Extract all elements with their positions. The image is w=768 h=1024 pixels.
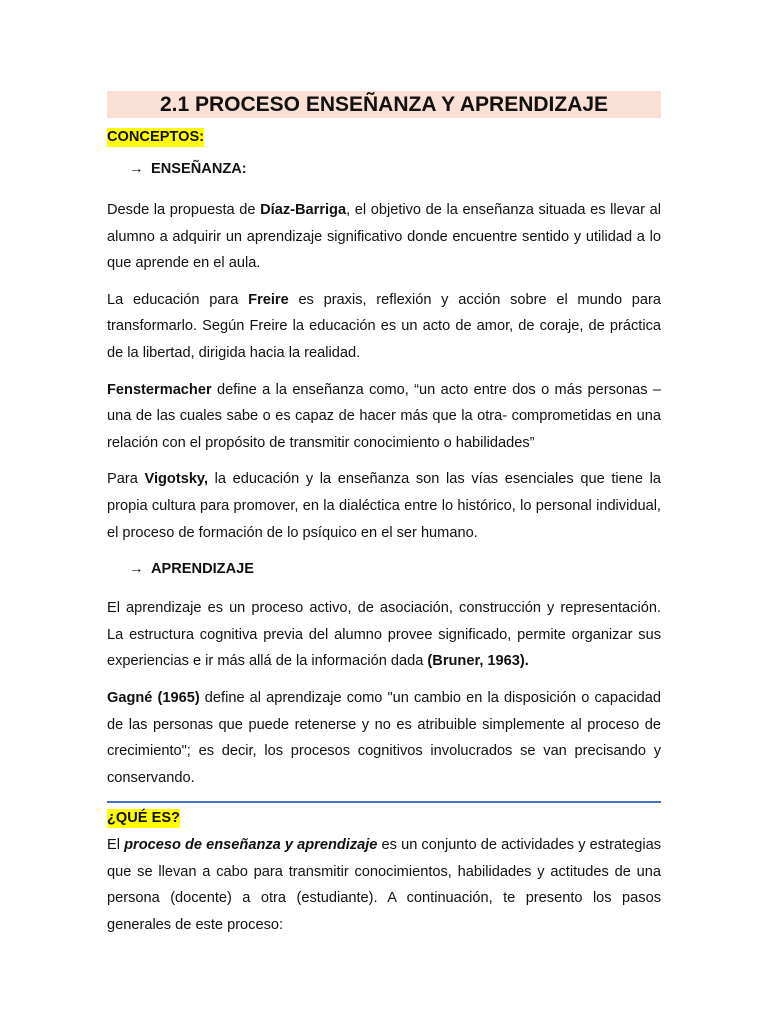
text-run: define a la enseñanza como, “un acto entre dos o más personas – una de las cuales sabe o es capaz de hacer más que la otra- comprometidas en una relación con el propósito de transmitir conocimiento o habilidades” [107, 381, 661, 451]
author-freire: Freire [248, 291, 289, 308]
que-es-label: ¿QUÉ ES? [107, 810, 180, 827]
page-title: 2.1 PROCESO ENSEÑANZA Y APRENDIZAJE [107, 91, 661, 118]
author-vigotsky: Vigotsky, [144, 471, 209, 488]
que-es-heading [107, 809, 661, 828]
citation-bruner: (Bruner, 1963). [427, 653, 529, 670]
paragraph-fenstermacher [107, 377, 661, 457]
aprendizaje-heading [129, 560, 661, 579]
text-run: es un conjunto de actividades y estrategias que se llevan a cabo para transmitir conocimientos, habilidades y actitudes de una persona (docente) a otra (estudiante). A continuación, te presento los pasos generales de este proceso: [107, 837, 662, 934]
author-diaz-barriga: Díaz-Barriga [260, 202, 347, 218]
arrow-right-icon: → [129, 161, 144, 177]
paragraph-gagne [107, 685, 661, 791]
paragraph-que-es [107, 832, 661, 938]
text-run: El [107, 837, 125, 854]
arrow-right-icon: → [129, 561, 144, 578]
paragraph-diaz-barriga [107, 197, 661, 277]
aprendizaje-label: APRENDIZAJE [151, 561, 254, 578]
paragraph-freire [107, 287, 661, 367]
text-run: Desde la propuesta de [107, 202, 261, 218]
text-run: El aprendizaje es un proceso activo, de asociación, construcción y representación. La estructura cognitiva previa del alumno provee significado, permite organizar sus experiencias e ir más allá de la información dada [107, 600, 661, 670]
text-run: Para [107, 471, 145, 488]
paragraph-vigotsky [107, 466, 661, 546]
paragraph-bruner [107, 595, 661, 675]
term-proceso: proceso de enseñanza y aprendizaje [124, 837, 378, 854]
text-run: La educación para [107, 291, 249, 308]
section-divider [107, 801, 661, 803]
ensenanza-heading [129, 160, 661, 179]
author-fenstermacher: Fenstermacher [107, 381, 212, 398]
text-run: la educación y la enseñanza son las vías esenciales que tiene la propia cultura para promover, en la dialéctica entre lo histórico, lo personal individual, el proceso de formación de lo psíquico en el ser humano. [107, 471, 661, 541]
author-gagne: Gagné (1965) [107, 689, 200, 706]
conceptos-heading [107, 128, 661, 147]
ensenanza-label: ENSEÑANZA: [151, 161, 247, 177]
text-run: define al aprendizaje como "un cambio en la disposición o capacidad de las personas que puede retenerse y no es atribuible simplemente al proceso de crecimiento"; es decir, los procesos cognitivos involucrados se van precisando y conservando. [107, 689, 661, 786]
text-run: , el objetivo de la enseñanza situada es llevar al alumno a adquirir un aprendizaje significativo donde encuentre sentido y utilidad a lo que aprende en el aula. [107, 202, 661, 272]
document-content [107, 91, 661, 949]
text-run: es praxis, reflexión y acción sobre el mundo para transformarlo. Según Freire la educación es un acto de amor, de coraje, de práctica de la libertad, dirigida hacia la realidad. [107, 291, 661, 361]
conceptos-label: CONCEPTOS: [107, 129, 205, 145]
